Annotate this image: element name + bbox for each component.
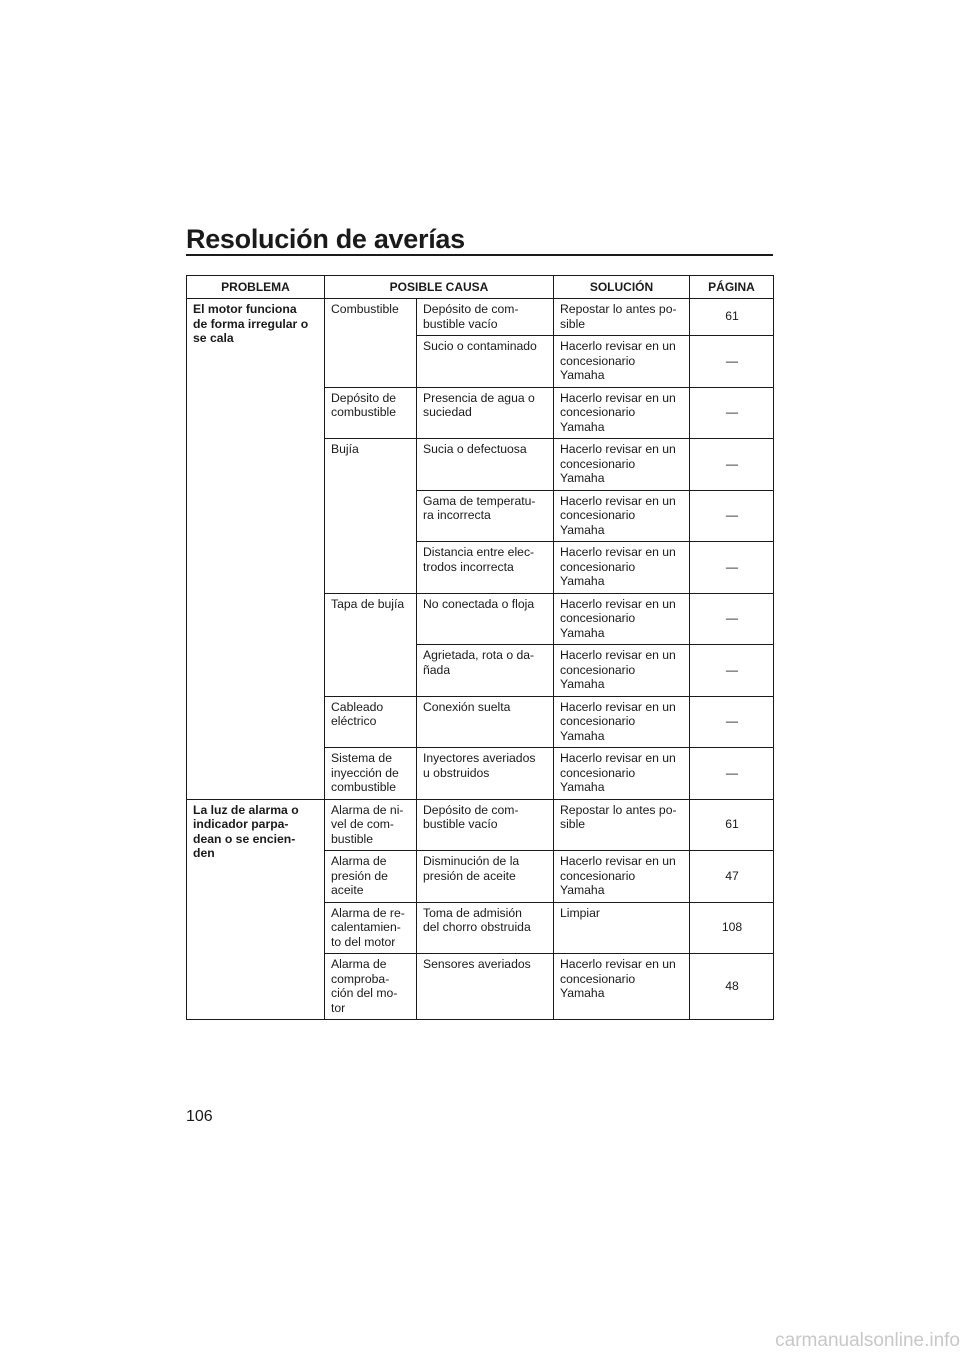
- detail-cell: [417, 645, 554, 697]
- cause-cell: [325, 851, 417, 903]
- page-cell: 61: [690, 799, 774, 851]
- detail-cell: [417, 336, 554, 388]
- page-cell: —: [690, 696, 774, 748]
- problem-text: La luz de alarma o indicador parpa- dean o se encien- den: [193, 802, 299, 860]
- solution-text: Hacerlo revisar en un concesionario Yamaha: [560, 699, 676, 743]
- detail-cell: [417, 954, 554, 1020]
- cause-cell: [325, 799, 417, 851]
- page-cell: —: [690, 439, 774, 491]
- detail-cell: [417, 387, 554, 439]
- solution-cell: [554, 748, 690, 800]
- detail-cell: [417, 593, 554, 645]
- cause-cell: [325, 902, 417, 954]
- solution-cell: [554, 542, 690, 594]
- detail-text: Agrietada, rota o da- ñada: [423, 648, 535, 677]
- page-cell: —: [690, 593, 774, 645]
- solution-cell: [554, 902, 690, 954]
- table-header-row: [187, 276, 774, 299]
- detail-cell: [417, 851, 554, 903]
- detail-cell: [417, 439, 554, 491]
- solution-text: Hacerlo revisar en un concesionario Yamaha: [560, 854, 676, 897]
- cause-cell: [325, 439, 417, 594]
- solution-cell: [554, 696, 690, 748]
- page-cell: 108: [690, 902, 774, 954]
- page-cell: 47: [690, 851, 774, 903]
- detail-text: Depósito de com- bustible vacío: [423, 302, 519, 331]
- page-cell: —: [690, 336, 774, 388]
- header-problema: PROBLEMA: [187, 276, 325, 299]
- solution-text: Hacerlo revisar en un concesionario Yamaha: [560, 493, 676, 537]
- solution-text: Repostar lo antes po- sible: [560, 302, 677, 331]
- detail-text: Depósito de com- bustible vacío: [423, 802, 519, 831]
- solution-text: Hacerlo revisar en un concesionario Yamaha: [560, 648, 676, 691]
- table-body: [187, 299, 774, 1020]
- cause-text: Alarma de comproba- ción del mo- tor: [331, 957, 398, 1015]
- detail-cell: [417, 696, 554, 748]
- detail-text: Conexión suelta: [423, 699, 511, 714]
- header-solucion: SOLUCIÓN: [554, 276, 690, 299]
- cause-cell: [325, 696, 417, 748]
- detail-text: Sucia o defectuosa: [423, 442, 527, 456]
- solution-text: Hacerlo revisar en un concesionario Yamaha: [560, 390, 676, 434]
- page-number: 106: [186, 1108, 213, 1125]
- solution-text: Hacerlo revisar en un concesionario Yamaha: [560, 751, 676, 794]
- troubleshooting-table: [186, 275, 774, 1020]
- solution-text: Hacerlo revisar en un concesionario Yamaha: [560, 442, 676, 485]
- detail-text: Toma de admisión del chorro obstruida: [423, 905, 531, 934]
- cause-cell: [325, 954, 417, 1020]
- problem-cell: [187, 299, 325, 800]
- solution-cell: [554, 439, 690, 491]
- detail-text: Sucio o contaminado: [423, 339, 537, 353]
- cause-text: Alarma de re- calentamien- to del motor: [331, 905, 405, 949]
- page-cell: —: [690, 645, 774, 697]
- page-cell: —: [690, 490, 774, 542]
- cause-text: Combustible: [331, 302, 399, 316]
- page-cell: 61: [690, 299, 774, 336]
- solution-text: Hacerlo revisar en un concesionario Yamaha: [560, 957, 676, 1000]
- solution-text: Repostar lo antes po- sible: [560, 802, 677, 831]
- solution-cell: [554, 593, 690, 645]
- page-cell: —: [690, 748, 774, 800]
- page-title: Resolución de averías: [186, 224, 465, 254]
- solution-text: Hacerlo revisar en un concesionario Yamaha: [560, 545, 676, 588]
- detail-text: Gama de temperatu- ra incorrecta: [423, 493, 536, 522]
- cause-cell: [325, 299, 417, 388]
- header-posible-causa: POSIBLE CAUSA: [325, 276, 554, 299]
- page-cell: —: [690, 387, 774, 439]
- detail-text: Inyectores averiados u obstruidos: [423, 751, 536, 780]
- solution-cell: [554, 336, 690, 388]
- cause-text: Alarma de presión de aceite: [331, 854, 388, 897]
- title-rule: [186, 254, 773, 256]
- solution-text: Limpiar: [560, 905, 600, 920]
- solution-cell: [554, 387, 690, 439]
- detail-text: Presencia de agua o suciedad: [423, 390, 535, 419]
- header-pagina: PÁGINA: [690, 276, 774, 299]
- solution-cell: [554, 851, 690, 903]
- table-row: [187, 799, 774, 851]
- detail-cell: [417, 299, 554, 336]
- detail-cell: [417, 748, 554, 800]
- detail-cell: [417, 490, 554, 542]
- cause-text: Tapa de bujía: [331, 596, 405, 611]
- detail-cell: [417, 542, 554, 594]
- page-cell: 48: [690, 954, 774, 1020]
- detail-text: No conectada o floja: [423, 596, 535, 611]
- solution-cell: [554, 490, 690, 542]
- solution-text: Hacerlo revisar en un concesionario Yamaha: [560, 339, 676, 382]
- cause-cell: [325, 387, 417, 439]
- problem-text: El motor funciona de forma irregular o se cala: [193, 302, 309, 345]
- problem-cell: [187, 799, 325, 1020]
- solution-text: Hacerlo revisar en un concesionario Yamaha: [560, 596, 676, 640]
- solution-cell: [554, 799, 690, 851]
- cause-text: Cableado eléctrico: [331, 699, 384, 728]
- detail-cell: [417, 902, 554, 954]
- table-row: [187, 299, 774, 336]
- cause-cell: [325, 748, 417, 800]
- solution-cell: [554, 299, 690, 336]
- detail-text: Disminución de la presión de aceite: [423, 854, 520, 883]
- solution-cell: [554, 645, 690, 697]
- cause-text: Bujía: [331, 442, 359, 456]
- watermark: carmanualsonline.info: [775, 1330, 960, 1351]
- detail-cell: [417, 799, 554, 851]
- solution-cell: [554, 954, 690, 1020]
- cause-text: Sistema de inyección de combustible: [331, 751, 399, 794]
- cause-cell: [325, 593, 417, 696]
- detail-text: Distancia entre elec- trodos incorrecta: [423, 545, 535, 574]
- detail-text: Sensores averiados: [423, 957, 531, 971]
- cause-text: Alarma de ni- vel de com- bustible: [331, 802, 404, 846]
- page-cell: —: [690, 542, 774, 594]
- cause-text: Depósito de combustible: [331, 390, 397, 419]
